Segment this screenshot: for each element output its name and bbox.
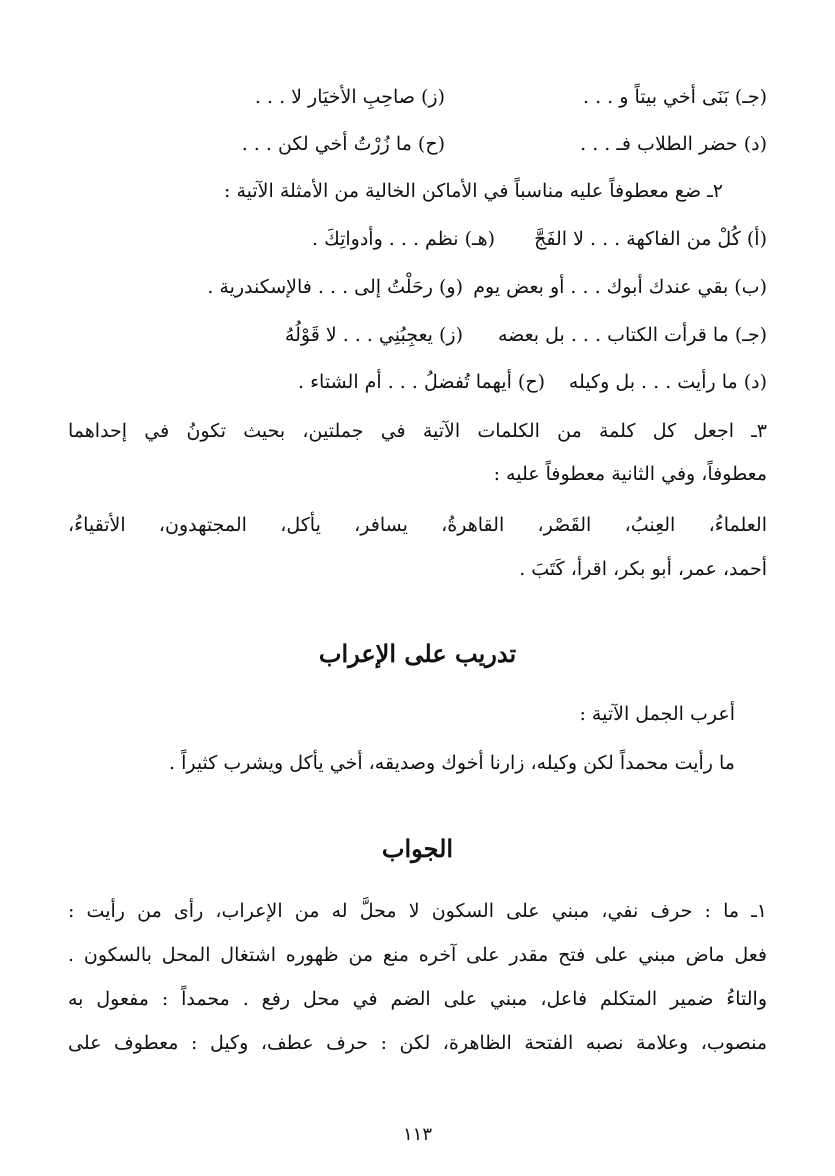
ex2-item-jim: (جـ) ما قرأت الكتاب . . . بل بعضه bbox=[497, 324, 767, 346]
ex1-item-dal: (د) حضر الطلاب فـ . . . bbox=[580, 133, 767, 155]
ex3-words-line2: أحمد، عمر، أبو بكر، اقرأ، كَتَبَ . bbox=[519, 558, 767, 580]
ex2-item-ba: (ب) بقي عندك أبوك . . . أو بعض يوم bbox=[473, 276, 767, 298]
irab-sentences: ما رأيت محمداً لكن وكيله، زارنا أخوك وصديقه، أخي يأكل ويشرب كثيراً . bbox=[168, 752, 735, 774]
answer-heading: الجواب bbox=[381, 834, 454, 863]
ex1-item-ha: (ح) ما زُرْتُ أخي لكن . . . bbox=[241, 133, 445, 155]
ex1-item-zay: (ز) صاحِبِ الأخيَار لا . . . bbox=[254, 86, 445, 108]
ex2-item-dal: (د) ما رأيت . . . بل وكيله bbox=[568, 371, 767, 393]
ex2-item-zay: (ز) يعجِبُنِي . . . لا قَوْلُهُ bbox=[284, 324, 463, 346]
ex3-prompt-line2: معطوفاً، وفي الثانية معطوفاً عليه : bbox=[493, 463, 767, 485]
ex2-item-ha: (هـ) نظم . . . وأدواتِكَ . bbox=[312, 228, 495, 250]
irab-heading: تدريب على الإعراب bbox=[318, 639, 517, 668]
ex2-item-ha2: (ح) أيهما تُفضلُ . . . أم الشتاء . bbox=[298, 371, 545, 393]
answer-line-4: منصوب، وعلامة نصبه الفتحة الظاهرة، لكن : حرف عطف، وكيل : معطوف على bbox=[68, 1032, 767, 1054]
ex2-item-alif: (أ) كُلْ من الفاكهة . . . لا الفَجَّ bbox=[534, 228, 767, 250]
ex2-prompt: ٢ـ ضع معطوفاً عليه مناسباً في الأماكن الخالية من الأمثلة الآتية : bbox=[224, 180, 723, 202]
page-number: ١١٣ bbox=[402, 1124, 432, 1145]
ex3-words-line1: العلماءُ، العِنبُ، القَصْر، القاهرةُ، يسافر، يأكل، المجتهدون، الأتقياءُ، bbox=[68, 514, 767, 536]
answer-line-3: والتاءُ ضمير المتكلم فاعل، مبني على الضم في محل رفع . محمداً : مفعول به bbox=[68, 988, 767, 1010]
answer-line-2: فعل ماض مبني على فتح مقدر على آخره منع من ظهوره اشتغال المحل بالسكون . bbox=[68, 944, 767, 966]
irab-instruction: أعرب الجمل الآتية : bbox=[579, 703, 735, 725]
ex3-prompt-line1: ٣ـ اجعل كل كلمة من الكلمات الآتية في جملتين، بحيث تكونُ في إحداهما bbox=[68, 420, 767, 442]
ex2-item-waw: (و) رحَلْتُ إلى . . . فالإسكندرية . bbox=[207, 276, 463, 298]
ex1-item-jim: (جـ) بَنَى أخي بيتاً و . . . bbox=[583, 86, 767, 108]
answer-line-1: ١ـ ما : حرف نفي، مبني على السكون لا محلَّ له من الإعراب، رأى من رأيت : bbox=[68, 900, 767, 922]
